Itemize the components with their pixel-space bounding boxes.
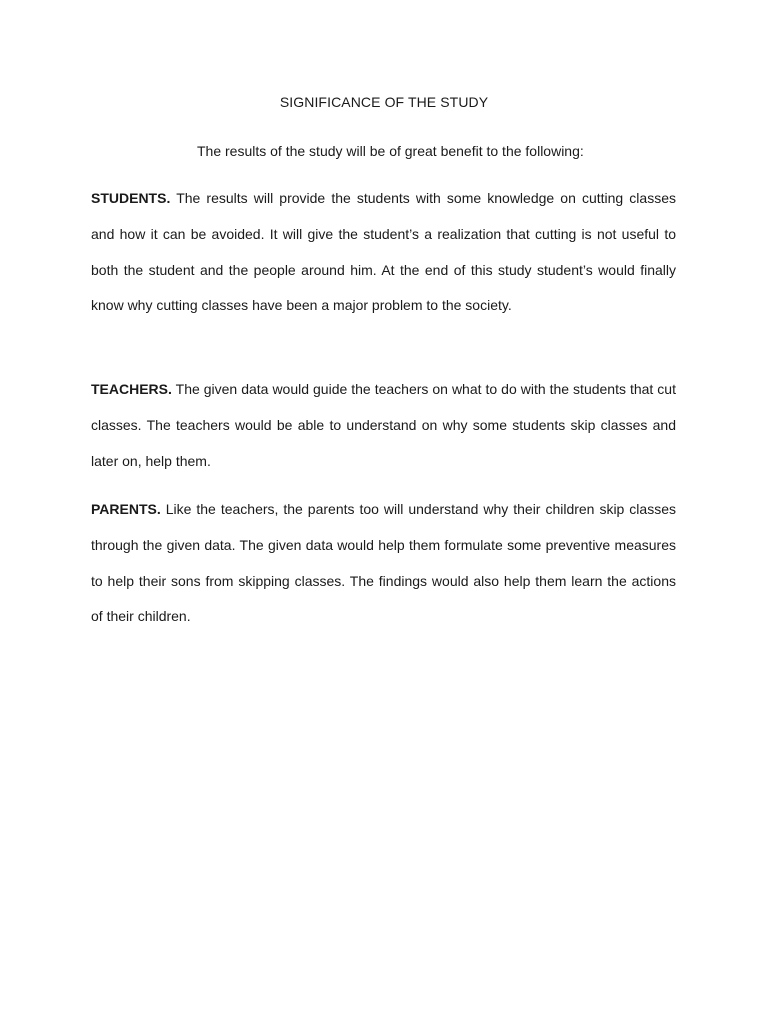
section-body-parents: Like the teachers, the parents too will understand why their children skip classes through the given data. The given data would help them formulate some preventive measures to help their sons from skipping classes. The findings would also help them learn the actions of their children.	[91, 501, 676, 625]
section-teachers	[91, 372, 676, 479]
page-title: SIGNIFICANCE OF THE STUDY	[279, 94, 489, 110]
section-body-teachers: The given data would guide the teachers on what to do with the students that cut classes. The teachers would be able to understand on why some students skip classes and later on, help them.	[91, 381, 676, 469]
intro-text: The results of the study will be of great benefit to the following:	[197, 143, 584, 159]
section-students	[91, 181, 676, 324]
section-body-students: The results will provide the students with some knowledge on cutting classes and how it can be avoided. It will give the student’s a realization that cutting is not useful to both the student and the people around him. At the end of this study student’s would finally know why cutting classes have been a major problem to the society.	[91, 190, 676, 314]
section-parents	[91, 492, 676, 635]
section-heading-parents: PARENTS.	[91, 501, 161, 517]
section-heading-teachers: TEACHERS.	[91, 381, 172, 397]
section-heading-students: STUDENTS.	[91, 190, 171, 206]
